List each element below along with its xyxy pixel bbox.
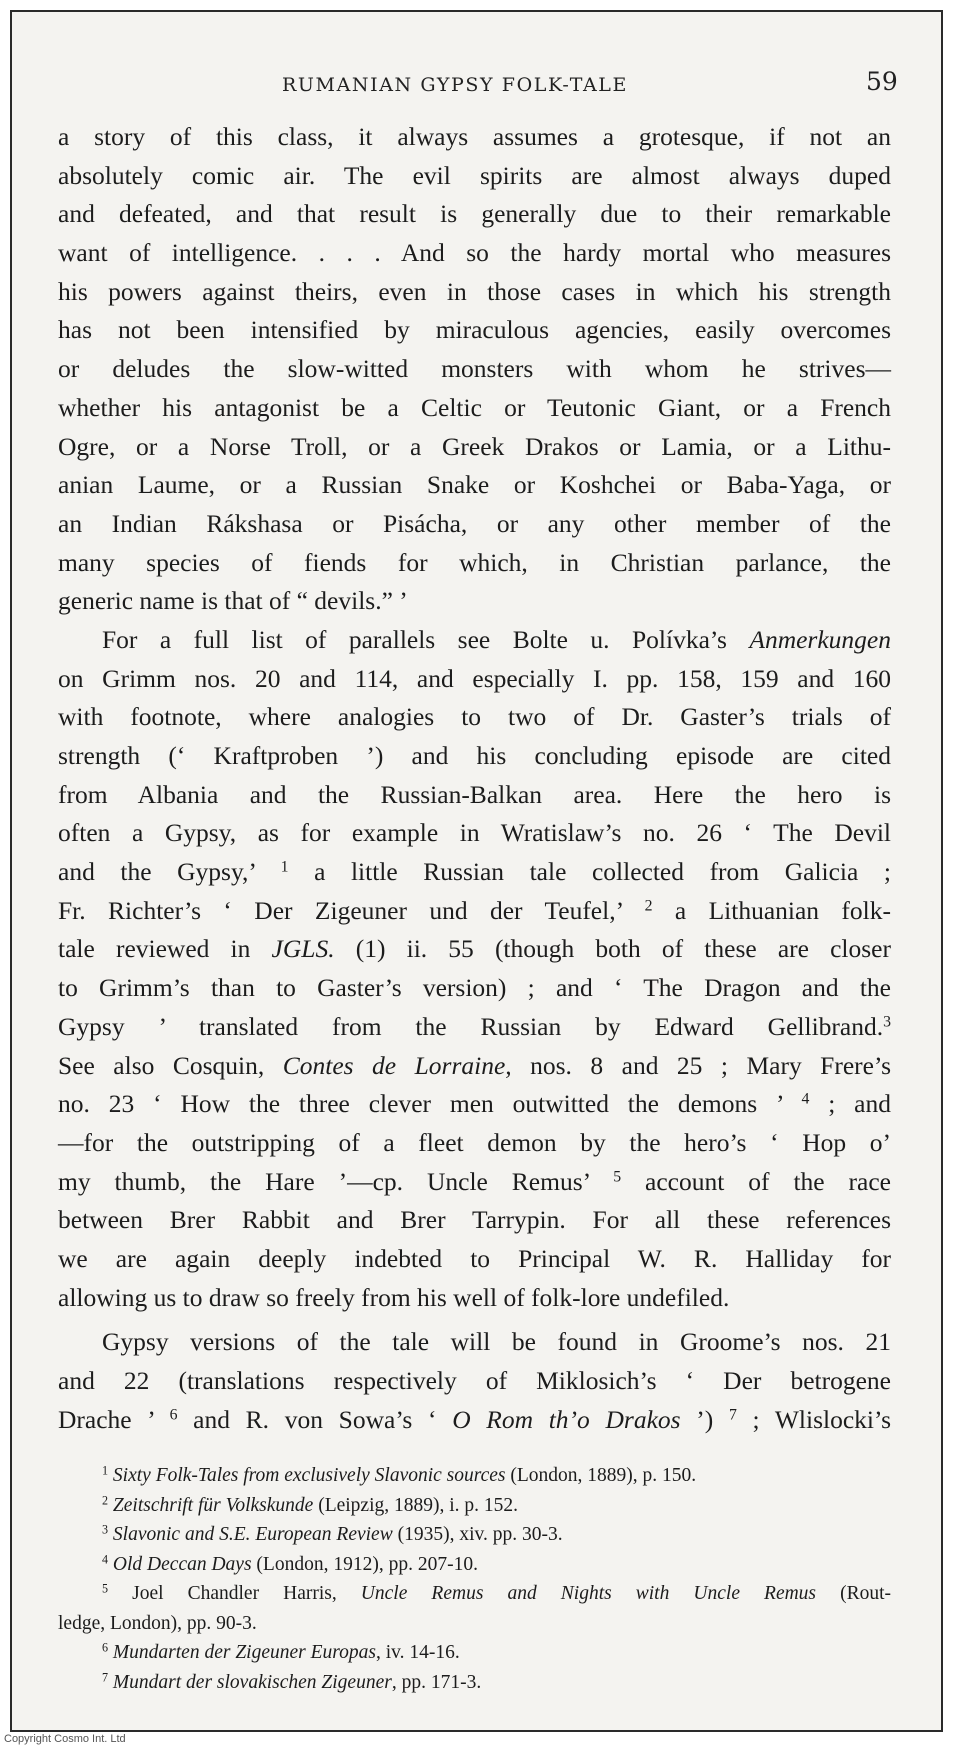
footnote: $^4$ Old Deccan Days (London, 1912), pp. 207-10. (102, 1551, 478, 1575)
text-line: —for the outstripping of a fleet demon by the hero’s ‘ Hop o’ (58, 1127, 891, 1157)
text-line: Drache ’ $^6$ and R. von Sowa’s ‘ O Rom th’o Drakos ’) $^7$ ; Wlislocki’s (58, 1404, 891, 1434)
text-line: Gypsy versions of the tale will be found in Groome’s nos. 21 (102, 1327, 891, 1357)
footnote-ref: 2 (644, 897, 653, 915)
text-line: Gypsy ’ translated from the Russian by Edward Gellibrand.$^3$ (58, 1011, 891, 1041)
footnote: $^5$ Joel Chandler Harris, Uncle Remus and Nights with Uncle Remus (Rout- (102, 1581, 892, 1604)
text-line: generic name is that of “ devils.” ’ (58, 586, 408, 616)
text-line: See also Cosquin, Contes de Lorraine, nos. 8 and 25 ; Mary Frere’s (58, 1050, 891, 1080)
text-line: and the Gypsy,’ $^1$ a little Russian tale collected from Galicia ; (58, 857, 891, 887)
text-line: For a full list of parallels see Bolte u. Polívka’s Anmerkungen (102, 624, 891, 654)
page-number: 59 (866, 67, 898, 96)
footnote-ref: 7 (728, 1406, 737, 1423)
text-line: Fr. Richter’s ‘ Der Zigeuner und der Teufel,’ $^2$ a Lithuanian folk- (58, 895, 891, 925)
text-line: an Indian Rákshasa or Pisácha, or any other member of the (58, 508, 891, 538)
text-line: allowing us to draw so freely from his well of folk-lore undefiled. (58, 1282, 730, 1312)
text-line: and 22 (translations respectively of Miklosich’s ‘ Der betrogene (58, 1366, 891, 1395)
footnote-ref: 1 (280, 858, 289, 876)
text-line: has not been intensified by miraculous agencies, easily overcomes (58, 315, 891, 345)
text-line: between Brer Rabbit and Brer Tarrypin. For all these references (58, 1205, 891, 1235)
text-line: many species of fiends for which, in Christian parlance, the (58, 547, 891, 577)
text-line: a story of this class, it always assumes a grotesque, if not an (58, 122, 891, 151)
footnote-continuation: ledge, London), pp. 90-3. (58, 1612, 257, 1634)
footnote-ref: 4 (801, 1090, 810, 1108)
footnote: $^2$ Zeitschrift für Volkskunde (Leipzig, 1889), i. p. 152. (102, 1492, 519, 1516)
body-text (58, 118, 891, 1439)
text-line: tale reviewed in JGLS. (1) ii. 55 (though both of these are closer (58, 934, 891, 964)
text-line: strength (‘ Kraftproben ’) and his concluding episode are cited (58, 741, 891, 770)
footnote-ref: 3 (883, 1013, 891, 1031)
text-line: to Grimm’s than to Gaster’s version) ; and ‘ The Dragon and the (58, 973, 891, 1003)
text-line: from Albania and the Russian-Balkan area. Here the hero is (58, 779, 891, 809)
footnote-ref: 5 (613, 1167, 622, 1185)
footnote: $^6$ Mundarten der Zigeuner Europas, iv. 14-16. (102, 1640, 460, 1663)
text-line: often a Gypsy, as for example in Wratislaw’s no. 26 ‘ The Devil (58, 818, 891, 848)
text-line: with footnote, where analogies to two of Dr. Gaster’s trials of (58, 702, 891, 732)
copyright-notice: Copyright Cosmo Int. Ltd (4, 1733, 126, 1745)
text-line: on Grimm nos. 20 and 114, and especially I. pp. 158, 159 and 160 (58, 663, 891, 693)
text-line: my thumb, the Hare ’—cp. Uncle Remus’ $^5$ account of the race (58, 1166, 891, 1196)
footnote: $^3$ Slavonic and S.E. European Review (1935), xiv. pp. 30-3. (102, 1522, 563, 1545)
text-line: and defeated, and that result is generally due to their remarkable (58, 199, 891, 229)
footnote: $^7$ Mundart der slovakischen Zigeuner, pp. 171-3. (102, 1669, 482, 1693)
text-line: no. 23 ‘ How the three clever men outwitted the demons ’ $^4$ ; and (58, 1089, 891, 1119)
text-line: want of intelligence. . . . And so the hardy mortal who measures (58, 238, 891, 268)
text-line: absolutely comic air. The evil spirits are almost always duped (58, 160, 891, 190)
footnotes (58, 1461, 891, 1697)
text-line: or deludes the slow-witted monsters with whom he strives— (58, 354, 891, 384)
footnote: $^1$ Sixty Folk-Tales from exclusively Slavonic sources (London, 1889), p. 150. (102, 1463, 697, 1486)
footnote-ref: 6 (169, 1406, 178, 1423)
text-line: his powers against theirs, even in those cases in which his strength (58, 276, 891, 306)
text-line: Ogre, or a Norse Troll, or a Greek Drakos or Lamia, or a Lithu- (58, 431, 891, 461)
running-header: RUMANIAN GYPSY FOLK-TALE (282, 74, 628, 96)
text-line: we are again deeply indebted to Principal W. R. Halliday for (58, 1243, 891, 1273)
text-line: anian Laume, or a Russian Snake or Koshchei or Baba-Yaga, or (58, 470, 891, 500)
text-line: whether his antagonist be a Celtic or Teutonic Giant, or a French (58, 392, 891, 422)
